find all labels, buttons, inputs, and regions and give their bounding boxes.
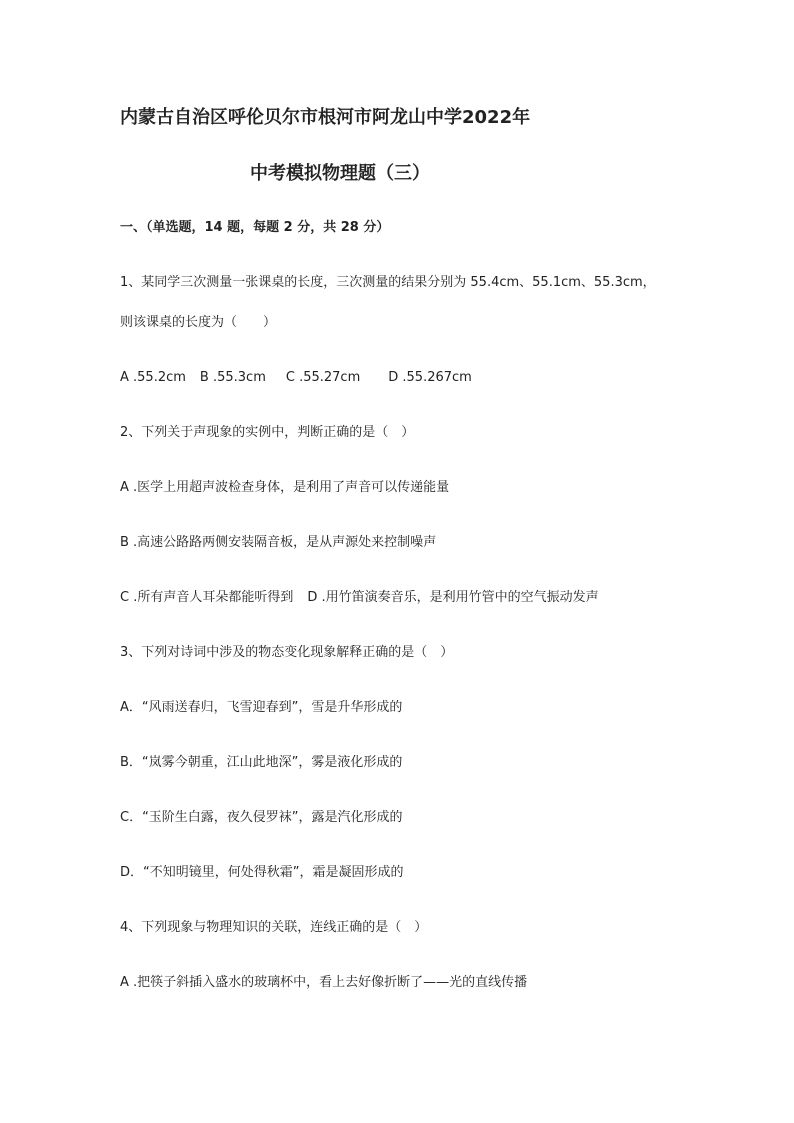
question-1-option-a: A .55.2cm [120, 370, 186, 385]
question-2-option-b: B .高速公路路两侧安装隔音板，是从声源处来控制噪声 [120, 535, 437, 550]
question-1-stem-line-2: 则该课桌的长度为（ ） [120, 315, 277, 330]
question-4-option-a: A .把筷子斜插入盛水的玻璃杯中，看上去好像折断了——光的直线传播 [120, 975, 528, 990]
question-3-option-d: D．“不知明镜里，何处得秋霜”，霜是凝固形成的 [120, 865, 404, 880]
question-4-stem: 4、下列现象与物理知识的关联，连线正确的是（ ） [120, 920, 428, 935]
question-2-options-cd [120, 589, 599, 607]
question-1-option-d: D .55.267cm [388, 370, 472, 385]
question-3-option-a: A．“风雨送春归，飞雪迎春到”，雪是升华形成的 [120, 700, 403, 715]
question-2-stem: 2、下列关于声现象的实例中，判断正确的是（ ） [120, 425, 415, 440]
section-heading: 一、（单选题，14 题，每题 2 分，共 28 分） [120, 220, 390, 235]
question-1-stem-line-1: 1、某同学三次测量一张课桌的长度，三次测量的结果分别为 55.4cm、55.1cm、55.3cm， [120, 275, 656, 290]
question-3-stem: 3、下列对诗词中涉及的物态变化现象解释正确的是（ ） [120, 645, 454, 660]
question-3-option-b: B．“岚雾今朝重，江山此地深”，雾是液化形成的 [120, 755, 403, 770]
question-1-option-b: B .55.3cm [199, 370, 266, 385]
question-1-options [120, 369, 472, 387]
question-1-option-c: C .55.27cm [285, 370, 361, 385]
title-line-1: 内蒙古自治区呼伦贝尔市根河市阿龙山中学2022年 [120, 107, 531, 128]
title-line-2: 中考模拟物理题（三） [250, 163, 430, 184]
question-3-option-c: C．“玉阶生白露，夜久侵罗袜”，露是汽化形成的 [120, 810, 403, 825]
question-2-option-c: C .所有声音人耳朵都能听得到 [120, 590, 294, 605]
question-2-option-a: A .医学上用超声波检查身体，是利用了声音可以传递能量 [120, 480, 450, 495]
question-2-option-d: D .用竹笛演奏音乐，是利用竹管中的空气振动发声 [307, 590, 599, 605]
